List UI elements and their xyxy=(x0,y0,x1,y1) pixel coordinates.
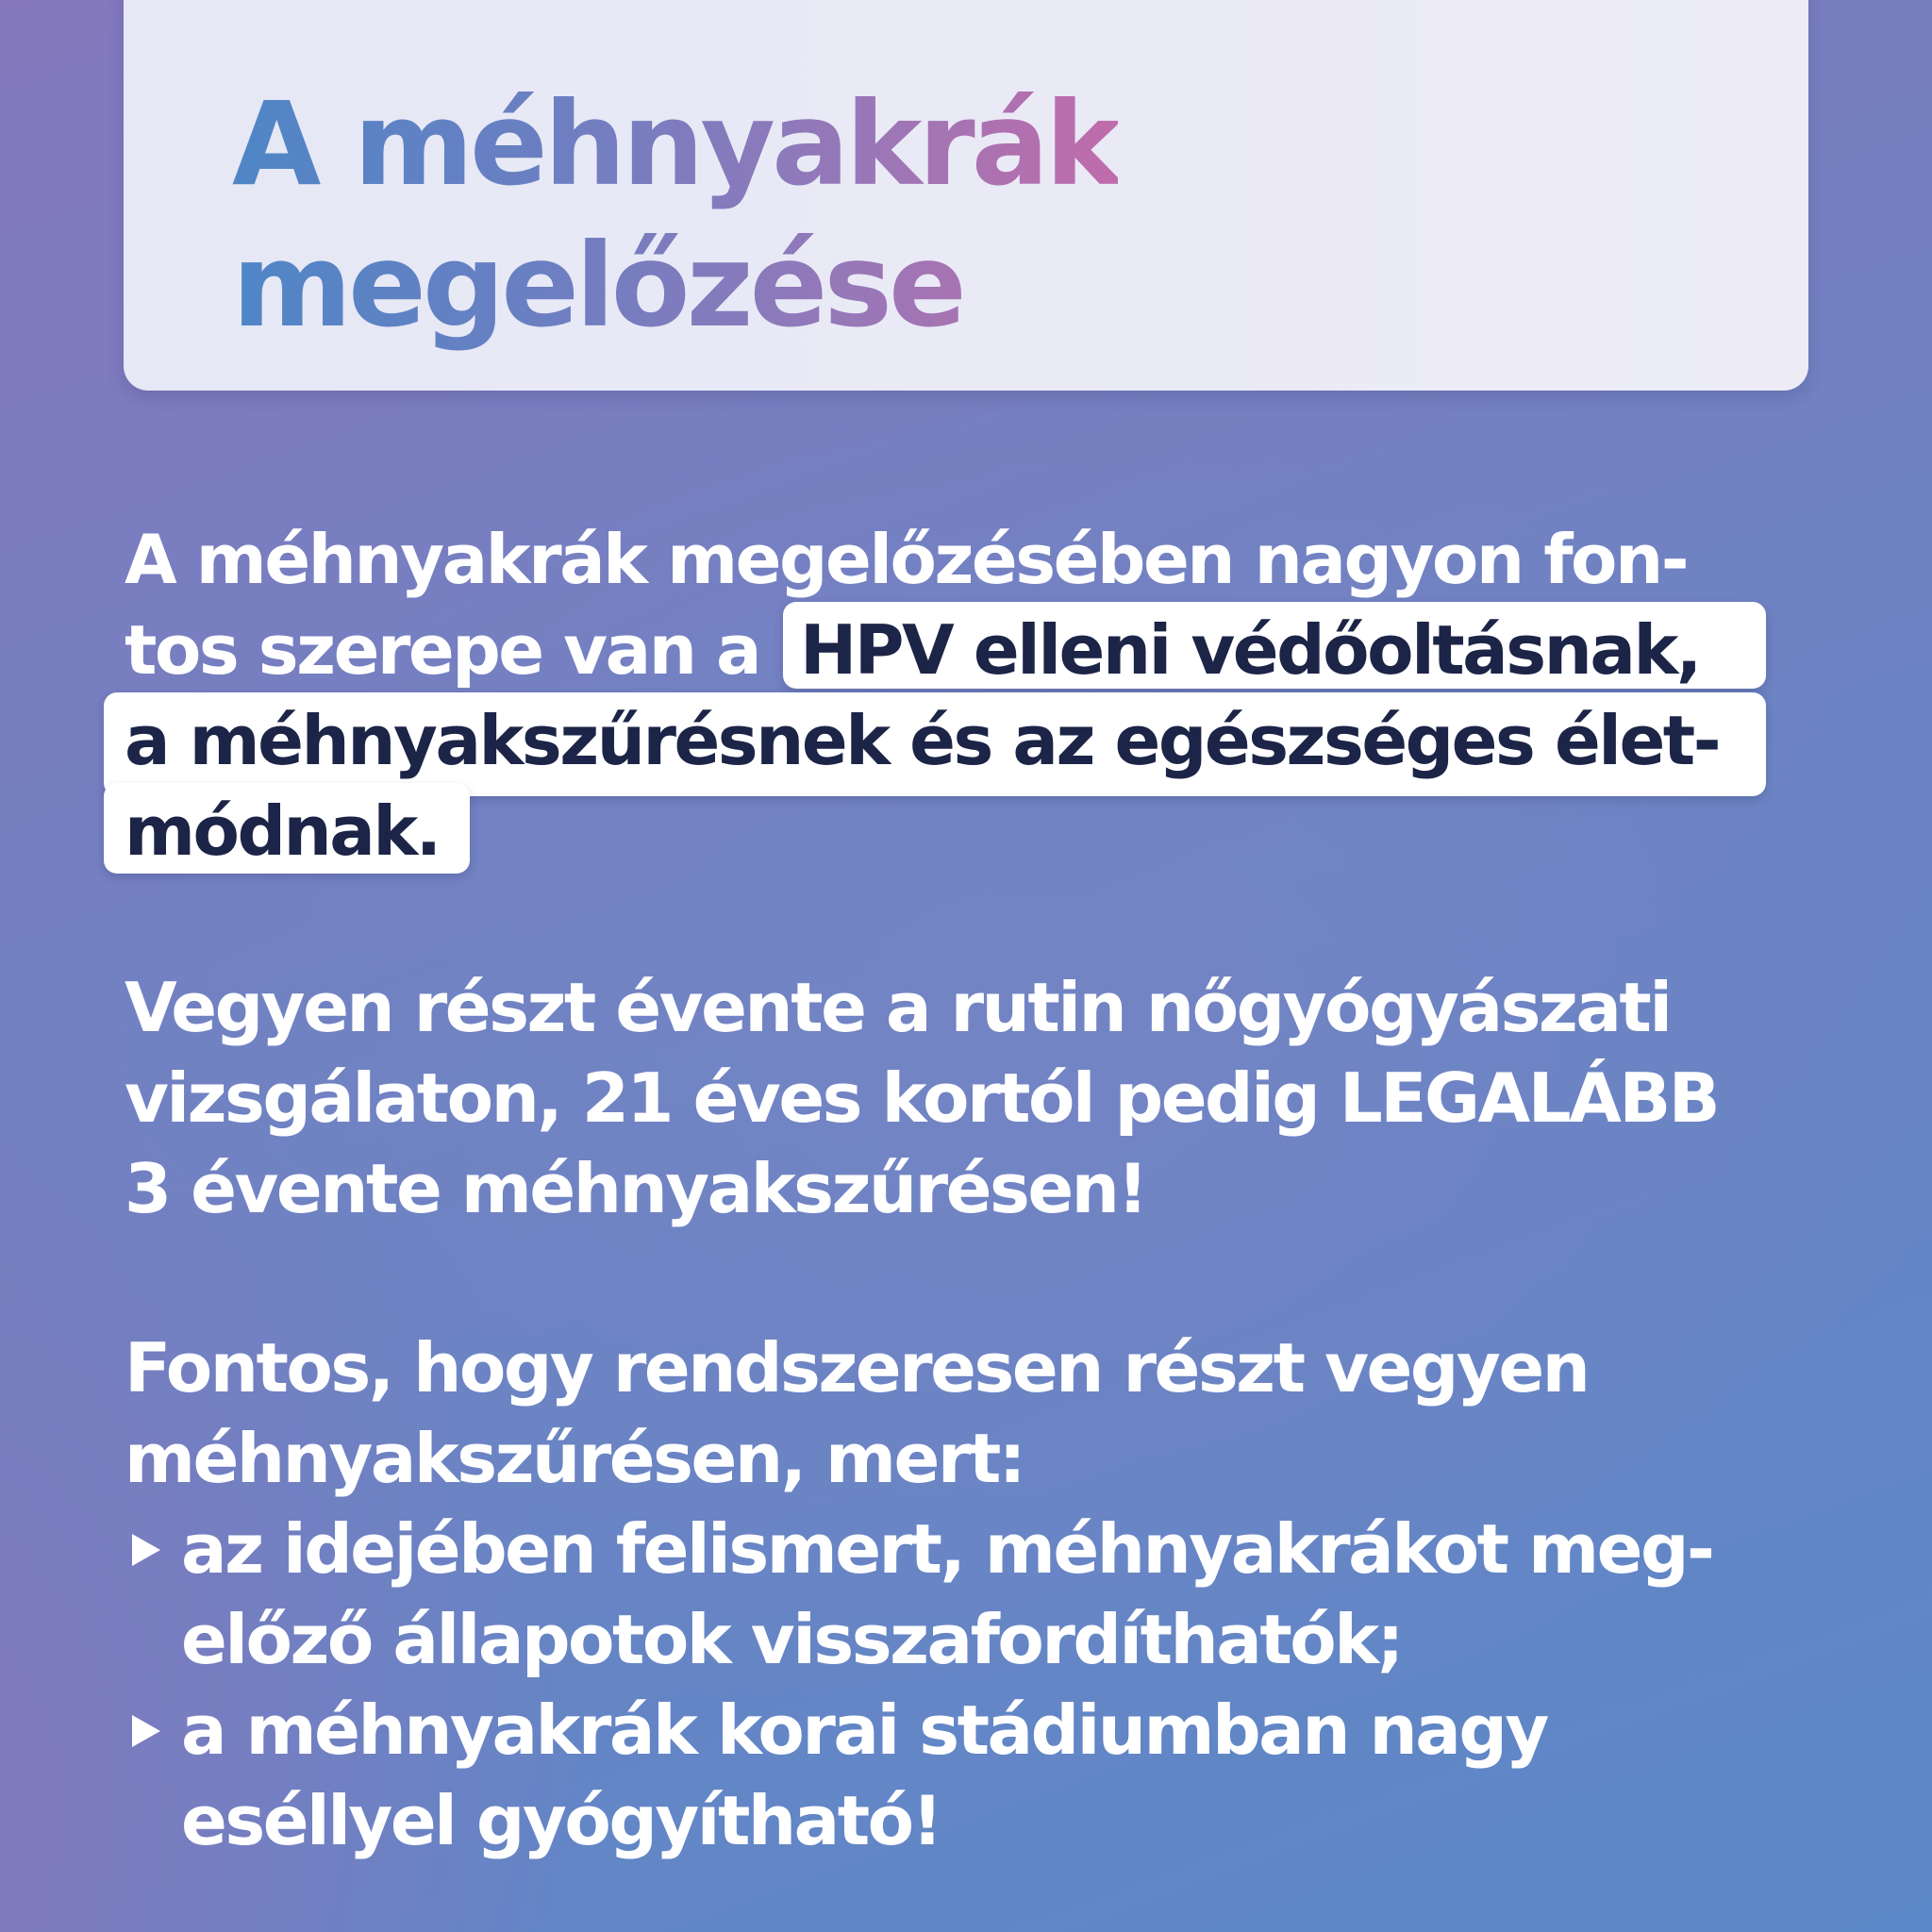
title-line-1: A méhnyakrák xyxy=(232,74,1118,215)
triangle-bullet-icon xyxy=(132,1534,160,1566)
highlight-line-1: HPV elleni védőoltásnak, xyxy=(800,610,1700,690)
reason-1-line-2: előző állapotok visszafordíthatók; xyxy=(181,1600,1402,1679)
reason-2-line-1: a méhnyakrák korai stádiumban nagy xyxy=(181,1690,1547,1770)
intro-line-1: A méhnyakrák megelőzésében nagyon fon- xyxy=(125,520,1688,599)
page-title xyxy=(232,74,1118,357)
highlight-line-2: a méhnyakszűrésnek és az egészséges élet- xyxy=(125,701,1720,780)
annual-line-1: Vegyen részt évente a rutin nőgyógyászati xyxy=(125,968,1671,1047)
reasons-lead-line-2: méhnyakszűrésen, mert: xyxy=(125,1419,1024,1498)
reason-1-line-1: az idejében felismert, méhnyakrákot meg- xyxy=(181,1509,1713,1589)
reasons-lead-line-1: Fontos, hogy rendszeresen részt vegyen xyxy=(125,1328,1589,1407)
intro-line-2: tos szerepe van a xyxy=(125,610,760,690)
triangle-bullet-icon xyxy=(132,1715,160,1747)
title-line-2: megelőzése xyxy=(232,215,963,357)
annual-line-2: vizsgálaton, 21 éves kortól pedig LEGALÁBB xyxy=(125,1058,1719,1138)
reason-2-line-2: eséllyel gyógyítható! xyxy=(181,1781,941,1860)
highlight-line-3: módnak. xyxy=(125,791,440,871)
annual-line-3: 3 évente méhnyakszűrésen! xyxy=(125,1149,1146,1228)
